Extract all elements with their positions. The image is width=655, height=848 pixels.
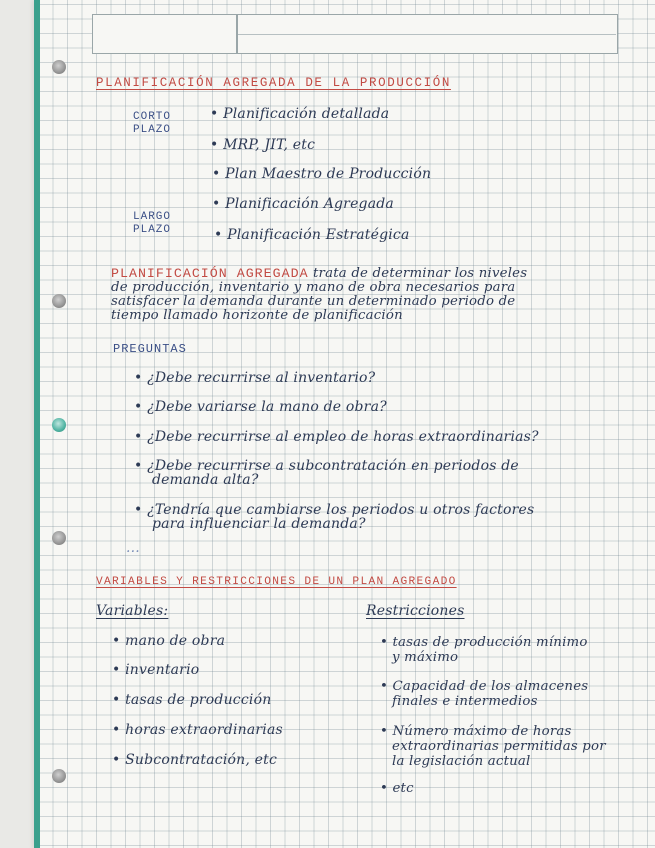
planning-item: • MRP, JIT, etc <box>210 137 316 153</box>
questions-title: PREGUNTAS <box>113 342 187 356</box>
variable-item: • Subcontratación, etc <box>112 752 278 768</box>
definition-lead: PLANIFICACIÓN AGREGADA <box>111 266 309 281</box>
short-term-label: CORTO PLAZO <box>133 111 172 136</box>
binder-hole <box>52 531 66 545</box>
restriction-item: • Capacidad de los almacenes finales e intermedios <box>380 679 589 709</box>
question-item: • ¿Debe recurrirse al inventario? <box>134 370 376 386</box>
planning-item: • Plan Maestro de Producción <box>212 166 432 182</box>
question-item: • ¿Debe variarse la mano de obra? <box>134 399 387 415</box>
variable-item: • tasas de producción <box>112 692 272 708</box>
restrictions-title: Restricciones <box>366 603 465 619</box>
question-item: • ¿Tendría que cambiarse los periodos u otros factores para influenciar la demanda? <box>134 502 535 532</box>
restriction-item: • etc <box>380 781 414 796</box>
notebook-page <box>34 0 655 848</box>
binder-hole <box>52 418 66 432</box>
variable-item: • mano de obra <box>112 633 226 649</box>
restriction-item: • Número máximo de horas extraordinarias permitidas por la legislación actual <box>380 724 606 769</box>
planning-item: • Planificación detallada <box>210 106 390 122</box>
question-item: • ¿Debe recurrirse a subcontratación en periodos de demanda alta? <box>134 458 519 488</box>
question-item: • ¿Debe recurrirse al empleo de horas extraordinarias? <box>134 429 539 445</box>
binder-hole <box>52 60 66 74</box>
page-title: PLANIFICACIÓN AGREGADA DE LA PRODUCCIÓN <box>96 76 451 90</box>
section-title: VARIABLES Y RESTRICCIONES DE UN PLAN AGREGADO <box>96 576 457 588</box>
page-margin-stripe <box>34 0 40 848</box>
binder-hole <box>52 294 66 308</box>
restriction-item: • tasas de producción mínimo y máximo <box>380 635 588 665</box>
header-line <box>238 34 616 35</box>
planning-item: • Planificación Estratégica <box>214 227 410 243</box>
long-term-label: LARGO PLAZO <box>133 211 172 236</box>
binder-hole <box>52 769 66 783</box>
planning-item: • Planificación Agregada <box>212 196 394 212</box>
definition-paragraph: PLANIFICACIÓN AGREGADA trata de determinar los niveles de producción, inventario y mano de obra necesarios para satisfacer la demanda durante un determinado periodo de tiempo llamado horizonte de planificación <box>111 266 528 323</box>
variables-title: Variables: <box>96 603 169 619</box>
ellipsis: ... <box>126 540 140 556</box>
variable-item: • horas extraordinarias <box>112 722 283 738</box>
variable-item: • inventario <box>112 662 200 678</box>
